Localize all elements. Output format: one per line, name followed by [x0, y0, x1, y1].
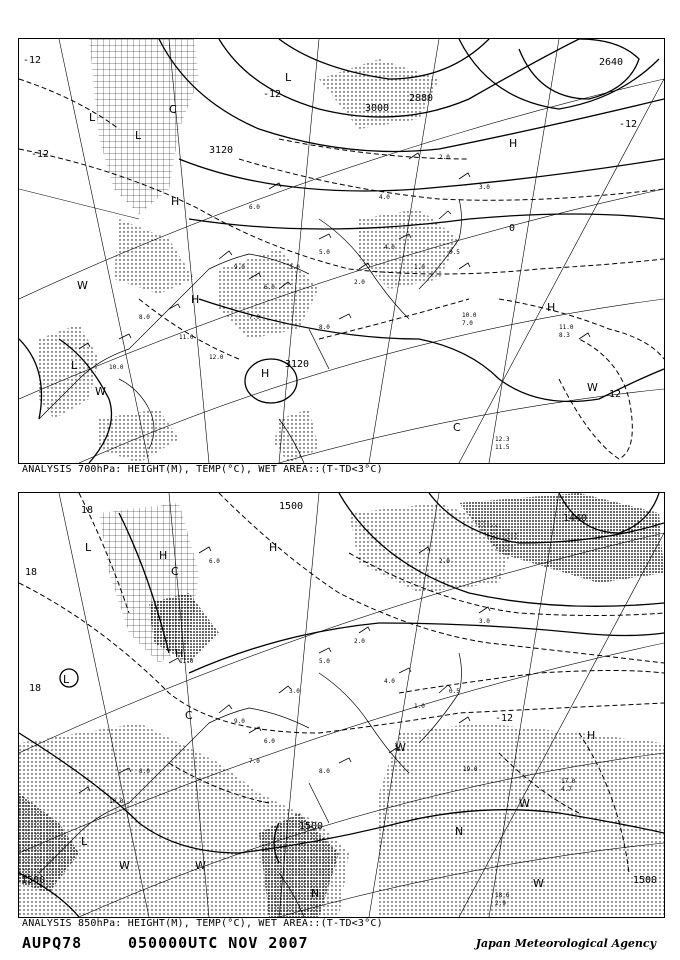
svg-text:3.0: 3.0	[289, 264, 300, 271]
svg-text:2.0: 2.0	[354, 279, 365, 286]
temp-label: -12	[263, 89, 282, 100]
station-value: 7.0	[462, 320, 473, 327]
high-center: H	[269, 541, 278, 554]
temp-label: 0	[509, 223, 516, 234]
high-center: H	[547, 301, 556, 314]
svg-text:5.0: 5.0	[319, 249, 330, 256]
svg-text:0.5: 0.5	[449, 249, 460, 256]
station-value: 18.6	[495, 892, 510, 899]
low-center: L	[85, 541, 92, 554]
svg-text:0.5: 0.5	[449, 688, 460, 695]
svg-text:8.0: 8.0	[139, 768, 150, 775]
high-center: H	[261, 367, 270, 380]
low-center: L	[63, 673, 70, 686]
station-value: 8.3	[559, 332, 570, 339]
warm-center: W	[533, 877, 544, 890]
svg-text:6.0: 6.0	[209, 558, 220, 565]
n-marker: N	[455, 825, 464, 838]
high-center: H	[587, 729, 596, 742]
map-700hpa	[18, 38, 665, 464]
svg-text:8.0: 8.0	[319, 324, 330, 331]
temp-label: 18	[29, 683, 42, 694]
temp-label: -12	[31, 149, 50, 160]
svg-text:1.0: 1.0	[414, 264, 425, 271]
temp-label: 18	[81, 505, 94, 516]
svg-text:7.0: 7.0	[249, 314, 260, 321]
panel-caption-850hpa: ANALYSIS 850hPa: HEIGHT(M), TEMP(°C), WET AREA::(T-TD<3°C)	[22, 918, 383, 929]
warm-center: W	[95, 385, 106, 398]
svg-text:11.0: 11.0	[179, 334, 194, 341]
map-700hpa-canvas	[19, 39, 664, 463]
svg-text:2.0: 2.0	[439, 558, 450, 565]
svg-text:10.0: 10.0	[109, 798, 124, 805]
low-center: L	[71, 359, 78, 372]
low-center: L	[135, 129, 142, 142]
svg-text:11.0: 11.0	[179, 658, 194, 665]
svg-text:6.0: 6.0	[264, 284, 275, 291]
warm-center: W	[519, 797, 530, 810]
svg-text:10.0: 10.0	[109, 364, 124, 371]
temp-label: 12	[609, 389, 622, 400]
svg-text:12.0: 12.0	[209, 354, 224, 361]
height-label: 2880	[409, 93, 434, 104]
height-label: 3120	[209, 145, 234, 156]
svg-text:3.0: 3.0	[479, 184, 490, 191]
svg-text:3.0: 3.0	[479, 618, 490, 625]
low-center: L	[285, 71, 292, 84]
height-label: 1500	[299, 821, 324, 832]
station-value: 12.3	[495, 436, 510, 443]
temp-label: -12	[495, 713, 514, 724]
station-value: 17.0	[561, 778, 576, 785]
warm-center: W	[119, 859, 130, 872]
svg-text:3.0: 3.0	[289, 688, 300, 695]
svg-text:7.0: 7.0	[249, 758, 260, 765]
agency-credit: Japan Meteorological Agency	[475, 937, 656, 950]
map-850hpa-canvas	[19, 493, 664, 917]
height-label: 3000	[365, 103, 390, 114]
n-marker: N	[311, 887, 320, 900]
temp-label: -12	[619, 119, 638, 130]
high-center: H	[159, 549, 168, 562]
warm-center: W	[587, 381, 598, 394]
svg-text:4.0: 4.0	[384, 678, 395, 685]
warm-center: W	[77, 279, 88, 292]
svg-text:6.0: 6.0	[264, 738, 275, 745]
svg-text:4.0: 4.0	[379, 194, 390, 201]
svg-text:6.0: 6.0	[249, 204, 260, 211]
station-value: 19.0	[463, 766, 478, 773]
height-label: 1440	[563, 513, 588, 524]
cold-center: C	[453, 421, 461, 434]
station-value: 11.5	[495, 444, 510, 451]
wet-area-shading	[39, 39, 459, 463]
high-center: H	[171, 195, 180, 208]
panel-caption-700hpa: ANALYSIS 700hPa: HEIGHT(M), TEMP(°C), WET AREA::(T-TD<3°C)	[22, 464, 383, 475]
high-center: H	[509, 137, 518, 150]
svg-text:9.0: 9.0	[234, 264, 245, 271]
temp-label: -12	[23, 55, 42, 66]
station-value: 11.0	[559, 324, 574, 331]
height-label: 1500	[633, 875, 658, 886]
cold-center: C	[171, 565, 179, 578]
station-value: 4.7	[561, 786, 572, 793]
height-label: 1500	[279, 501, 304, 512]
temp-label: 18	[25, 567, 38, 578]
station-value: 10.0	[462, 312, 477, 319]
station-value: 2.9	[495, 900, 506, 907]
analysis-time: 050000UTC NOV 2007	[128, 934, 309, 952]
height-label: 1500	[21, 875, 46, 886]
high-center: H	[191, 293, 200, 306]
svg-text:5.0: 5.0	[319, 658, 330, 665]
svg-text:1.0: 1.0	[414, 703, 425, 710]
svg-text:4.0: 4.0	[384, 244, 395, 251]
chart-code: AUPQ78	[22, 934, 83, 952]
height-label: 2640	[599, 57, 624, 68]
svg-text:2.0: 2.0	[439, 154, 450, 161]
warm-center: W	[195, 859, 206, 872]
low-center: L	[89, 111, 96, 124]
svg-text:8.0: 8.0	[319, 768, 330, 775]
svg-text:8.0: 8.0	[139, 314, 150, 321]
low-center: L	[81, 835, 88, 848]
svg-text:9.0: 9.0	[234, 718, 245, 725]
height-label: 3120	[285, 359, 310, 370]
cold-center: C	[169, 103, 177, 116]
cold-center: C	[185, 709, 193, 722]
high-center: H	[175, 647, 184, 660]
svg-text:2.0: 2.0	[354, 638, 365, 645]
warm-center: W	[395, 741, 406, 754]
map-850hpa	[18, 492, 665, 918]
